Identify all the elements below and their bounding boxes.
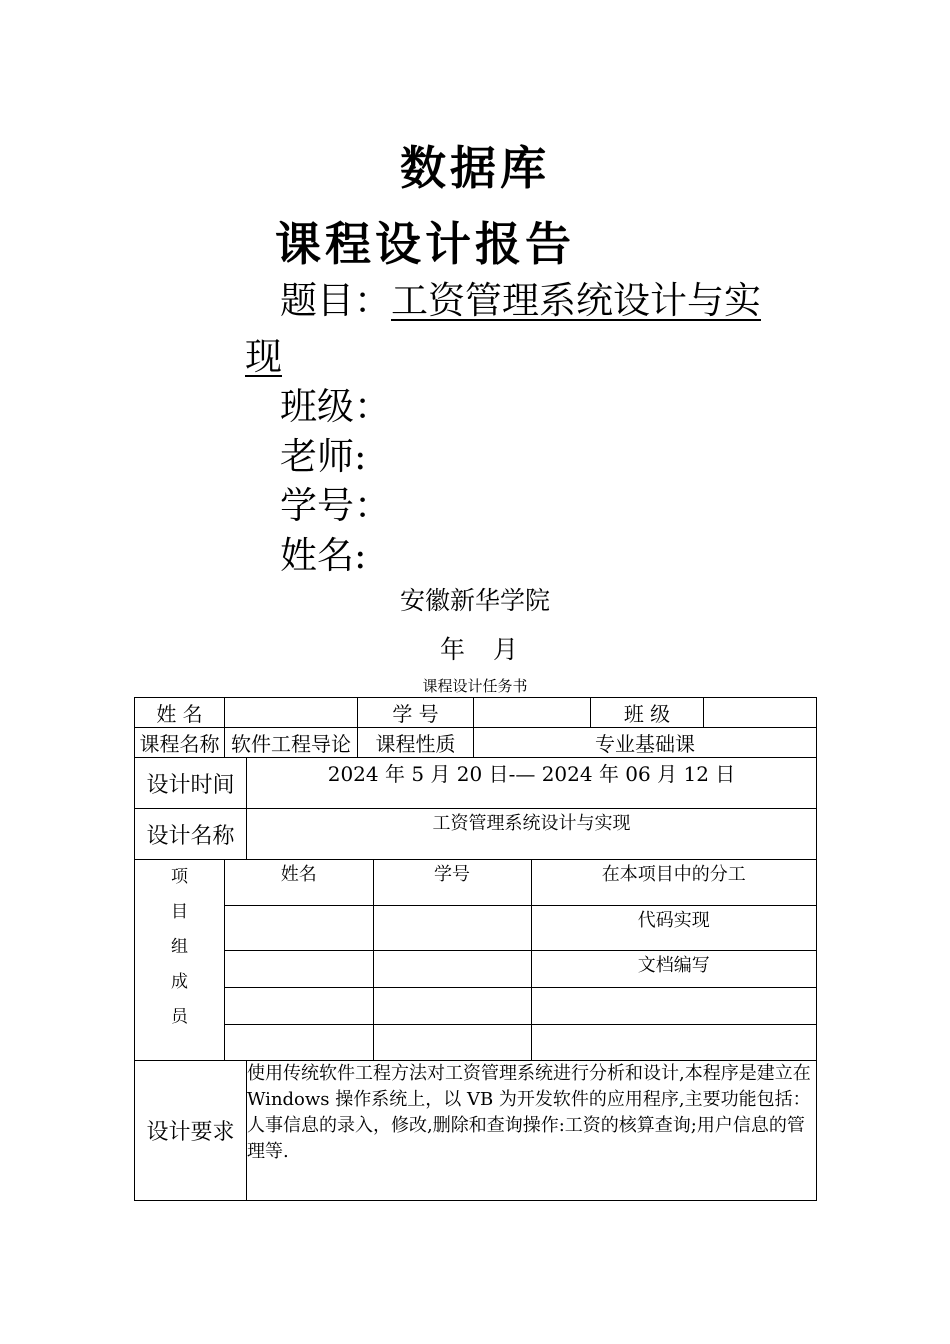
year-label: 年 xyxy=(440,635,466,664)
table-row xyxy=(225,905,816,950)
course-name-value: 软件工程导论 xyxy=(225,728,358,758)
table-row xyxy=(135,698,817,728)
vertical-char: 目 xyxy=(171,902,188,922)
vertical-char: 成 xyxy=(171,972,188,992)
table-row xyxy=(135,1061,817,1201)
member-role-header: 在本项目中的分工 xyxy=(531,860,816,905)
vertical-char: 员 xyxy=(171,1007,188,1027)
subject-value: 工资管理系统设计与实 xyxy=(391,279,761,322)
member-name-cell xyxy=(225,905,373,950)
table-row xyxy=(225,860,816,905)
vertical-char: 组 xyxy=(171,937,188,957)
design-name-label: 设计名称 xyxy=(135,809,247,860)
table-row xyxy=(225,987,816,1024)
subject-line xyxy=(280,276,820,326)
requirement-text: 使用传统软件工程方法对工资管理系统进行分析和设计,本程序是建立在 Windows 操作系统上，以 VB 为开发软件的应用程序,主要功能包括：人事信息的录入，修改,删除和查询操作:工资的核算查询;用户信息的管理等. xyxy=(247,1061,817,1201)
design-name-value: 工资管理系统设计与实现 xyxy=(247,809,817,860)
report-title-line1: 数据库 xyxy=(400,141,550,195)
id-cell xyxy=(474,698,591,728)
member-id-cell xyxy=(373,1024,531,1060)
members-vertical-label xyxy=(135,860,225,1061)
members-table xyxy=(225,860,816,1060)
class-cell xyxy=(704,698,817,728)
member-id-cell xyxy=(373,950,531,987)
design-time-label: 设计时间 xyxy=(135,758,247,809)
member-id-header: 学号 xyxy=(373,860,531,905)
report-title-line2: 课程设计报告 xyxy=(275,217,575,271)
vertical-char: 项 xyxy=(171,867,188,887)
date-line xyxy=(440,630,518,666)
student-id-label: 学号： xyxy=(280,484,391,527)
member-name-cell xyxy=(225,950,373,987)
table-row xyxy=(135,728,817,758)
name-header: 姓 名 xyxy=(135,698,225,728)
member-role-cell: 文档编写 xyxy=(531,950,816,987)
course-nature-label: 课程性质 xyxy=(358,728,474,758)
class-header: 班 级 xyxy=(591,698,704,728)
table-row xyxy=(225,1024,816,1060)
member-name-cell xyxy=(225,987,373,1024)
school-name: 安徽新华学院 xyxy=(399,586,550,615)
name-label: 姓名: xyxy=(280,534,367,577)
member-role-cell xyxy=(531,1024,816,1060)
member-id-cell xyxy=(373,987,531,1024)
course-name-label: 课程名称 xyxy=(135,728,225,758)
table-row xyxy=(135,860,817,1061)
member-id-cell xyxy=(373,905,531,950)
month-label: 月 xyxy=(493,635,519,664)
members-grid-cell xyxy=(225,860,817,1061)
course-nature-value: 专业基础课 xyxy=(474,728,817,758)
task-book-caption: 课程设计任务书 xyxy=(422,677,528,695)
table-row xyxy=(135,809,817,860)
design-time-value: 2024 年 5 月 20 日-— 2024 年 06 月 12 日 xyxy=(247,758,817,809)
task-book-table xyxy=(134,697,817,1201)
table-row xyxy=(225,950,816,987)
name-cell xyxy=(225,698,358,728)
member-role-cell: 代码实现 xyxy=(531,905,816,950)
member-name-cell xyxy=(225,1024,373,1060)
class-label: 班级： xyxy=(280,385,391,428)
subject-value-tail: 现 xyxy=(245,335,282,378)
id-header: 学 号 xyxy=(358,698,474,728)
member-role-cell xyxy=(531,987,816,1024)
teacher-label: 老师: xyxy=(280,435,367,478)
member-name-header: 姓名 xyxy=(225,860,373,905)
subject-label: 题目： xyxy=(280,279,391,322)
subject-value-continued xyxy=(245,326,282,380)
requirement-label: 设计要求 xyxy=(135,1061,247,1201)
table-row xyxy=(135,758,817,809)
